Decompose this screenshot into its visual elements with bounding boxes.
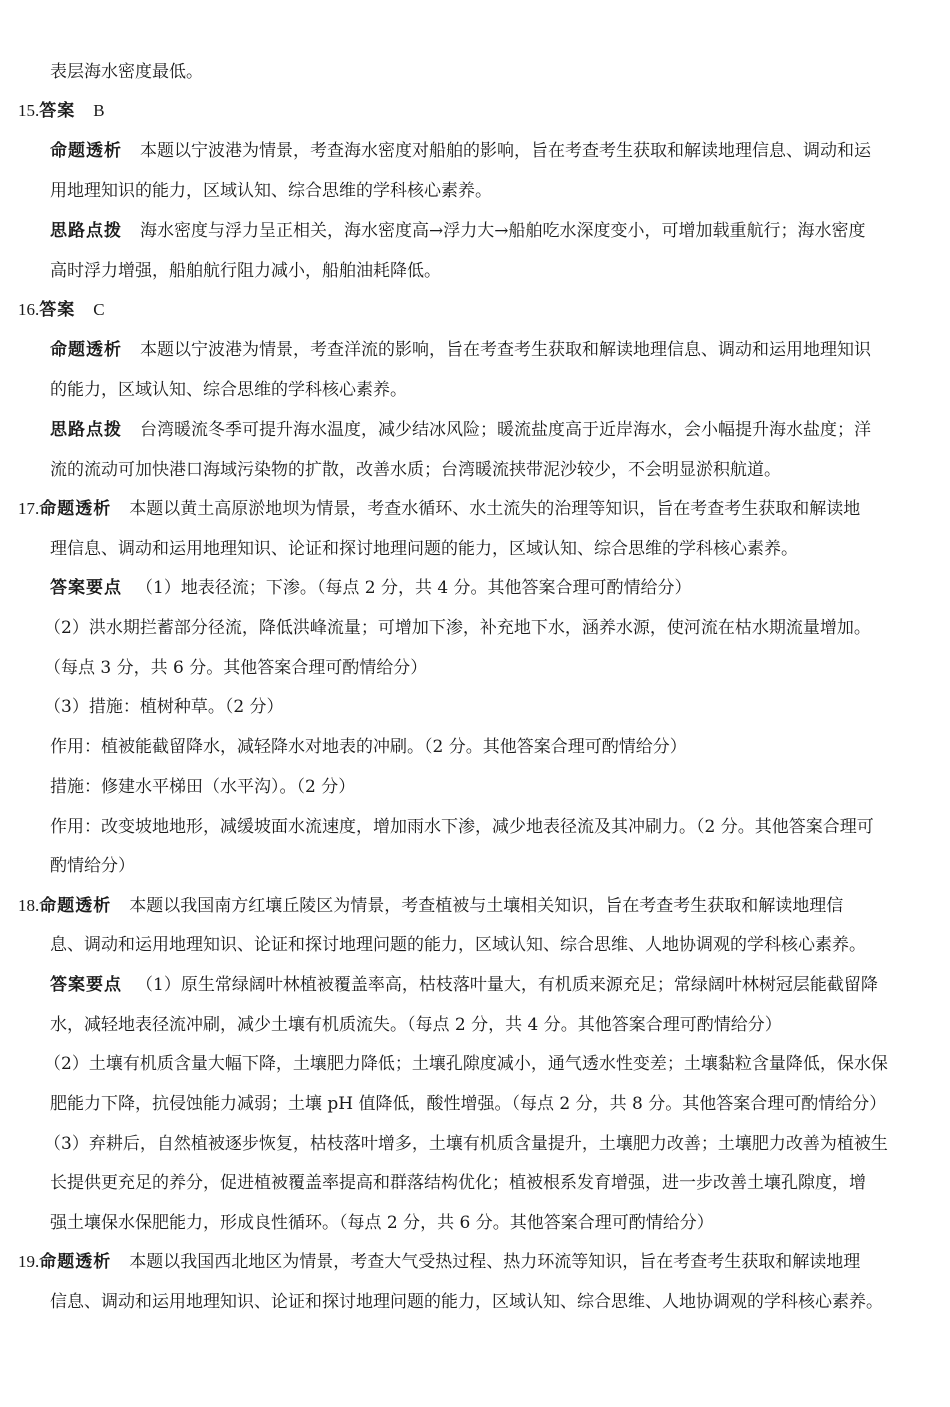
answer-points-line: 答案要点 （1）原生常绿阔叶林植被覆盖率高，枯枝落叶量大，有机质来源充足；常绿阔叶林树冠层能截留降 (50, 975, 878, 995)
question-17-analysis: 17.命题透析 本题以黄土高原淤地坝为情景，考查水循环、水土流失的治理等知识，旨在考查考生获取和解读地 (18, 499, 861, 519)
question-15-answer: 15.答案 B (18, 101, 105, 121)
text-line: （3）措施：植树种草。（2 分） (44, 697, 284, 717)
text-line: 酌情给分） (50, 856, 135, 876)
text-line: 信息、调动和运用地理知识、论证和探讨地理问题的能力，区域认知、综合思维、人地协调观的学科核心素养。 (50, 1292, 883, 1312)
analysis-line: 命题透析 本题以宁波港为情景，考查海水密度对船舶的影响，旨在考查考生获取和解读地理信息、调动和运 (50, 141, 871, 161)
text-line: 作用：植被能截留降水，减轻降水对地表的冲刷。（2 分。其他答案合理可酌情给分） (50, 737, 687, 757)
hint-line: 思路点拨 海水密度与浮力呈正相关，海水密度高→浮力大→船舶吃水深度变小，可增加载重航行；海水密度 (50, 221, 866, 241)
text-line: （2）洪水期拦蓄部分径流，降低洪峰流量；可增加下渗，补充地下水，涵养水源，使河流在枯水期流量增加。 (44, 618, 871, 638)
question-19-analysis: 19.命题透析 本题以我国西北地区为情景，考查大气受热过程、热力环流等知识，旨在考查考生获取和解读地理 (18, 1252, 861, 1272)
text-line: 的能力，区域认知、综合思维的学科核心素养。 (50, 380, 407, 400)
text-line: 用地理知识的能力，区域认知、综合思维的学科核心素养。 (50, 181, 492, 201)
text-line: 水，减轻地表径流冲刷，减少土壤有机质流失。（每点 2 分，共 4 分。其他答案合理可酌情给分） (50, 1015, 782, 1035)
text-line: 作用：改变坡地地形，减缓坡面水流速度，增加雨水下渗，减少地表径流及其冲刷力。（2 分。其他答案合理可 (50, 817, 874, 837)
text-line: 长提供更充足的养分，促进植被覆盖率提高和群落结构优化；植被根系发育增强，进一步改善土壤孔隙度，增 (50, 1173, 866, 1193)
text-line: 理信息、调动和运用地理知识、论证和探讨地理问题的能力，区域认知、综合思维的学科核心素养。 (50, 539, 798, 559)
analysis-line: 命题透析 本题以宁波港为情景，考查洋流的影响，旨在考查考生获取和解读地理信息、调动和运用地理知识 (50, 340, 871, 360)
hint-line: 思路点拨 台湾暖流冬季可提升海水温度，减少结冰风险；暖流盐度高于近岸海水，会小幅提升海水盐度；洋 (50, 420, 871, 440)
text-line: （每点 3 分，共 6 分。其他答案合理可酌情给分） (44, 658, 428, 678)
text-line: 肥能力下降，抗侵蚀能力减弱；土壤 pH 值降低，酸性增强。（每点 2 分，共 8 分。其他答案合理可酌情给分） (50, 1094, 887, 1114)
text-line: 高时浮力增强，船舶航行阻力减小，船舶油耗降低。 (50, 261, 441, 281)
text-line: （3）弃耕后，自然植被逐步恢复，枯枝落叶增多，土壤有机质含量提升，土壤肥力改善；土壤肥力改善为植被生 (44, 1134, 888, 1154)
question-18-analysis: 18.命题透析 本题以我国南方红壤丘陵区为情景，考查植被与土壤相关知识，旨在考查考生获取和解读地理信 (18, 896, 844, 916)
question-16-answer: 16.答案 C (18, 300, 105, 320)
text-line: 表层海水密度最低。 (50, 62, 203, 82)
text-line: 流的流动可加快港口海域污染物的扩散，改善水质；台湾暖流挟带泥沙较少，不会明显淤积航道。 (50, 460, 781, 480)
answer-points-line: 答案要点 （1）地表径流；下渗。（每点 2 分，共 4 分。其他答案合理可酌情给分） (50, 578, 692, 598)
text-line: （2）土壤有机质含量大幅下降，土壤肥力降低；土壤孔隙度减小，通气透水性变差；土壤黏粒含量降低，保水保 (44, 1054, 888, 1074)
text-line: 息、调动和运用地理知识、论证和探讨地理问题的能力，区域认知、综合思维、人地协调观的学科核心素养。 (50, 935, 866, 955)
text-line: 强土壤保水保肥能力，形成良性循环。（每点 2 分，共 6 分。其他答案合理可酌情给分） (50, 1213, 714, 1233)
text-line: 措施：修建水平梯田（水平沟）。（2 分） (50, 777, 356, 797)
